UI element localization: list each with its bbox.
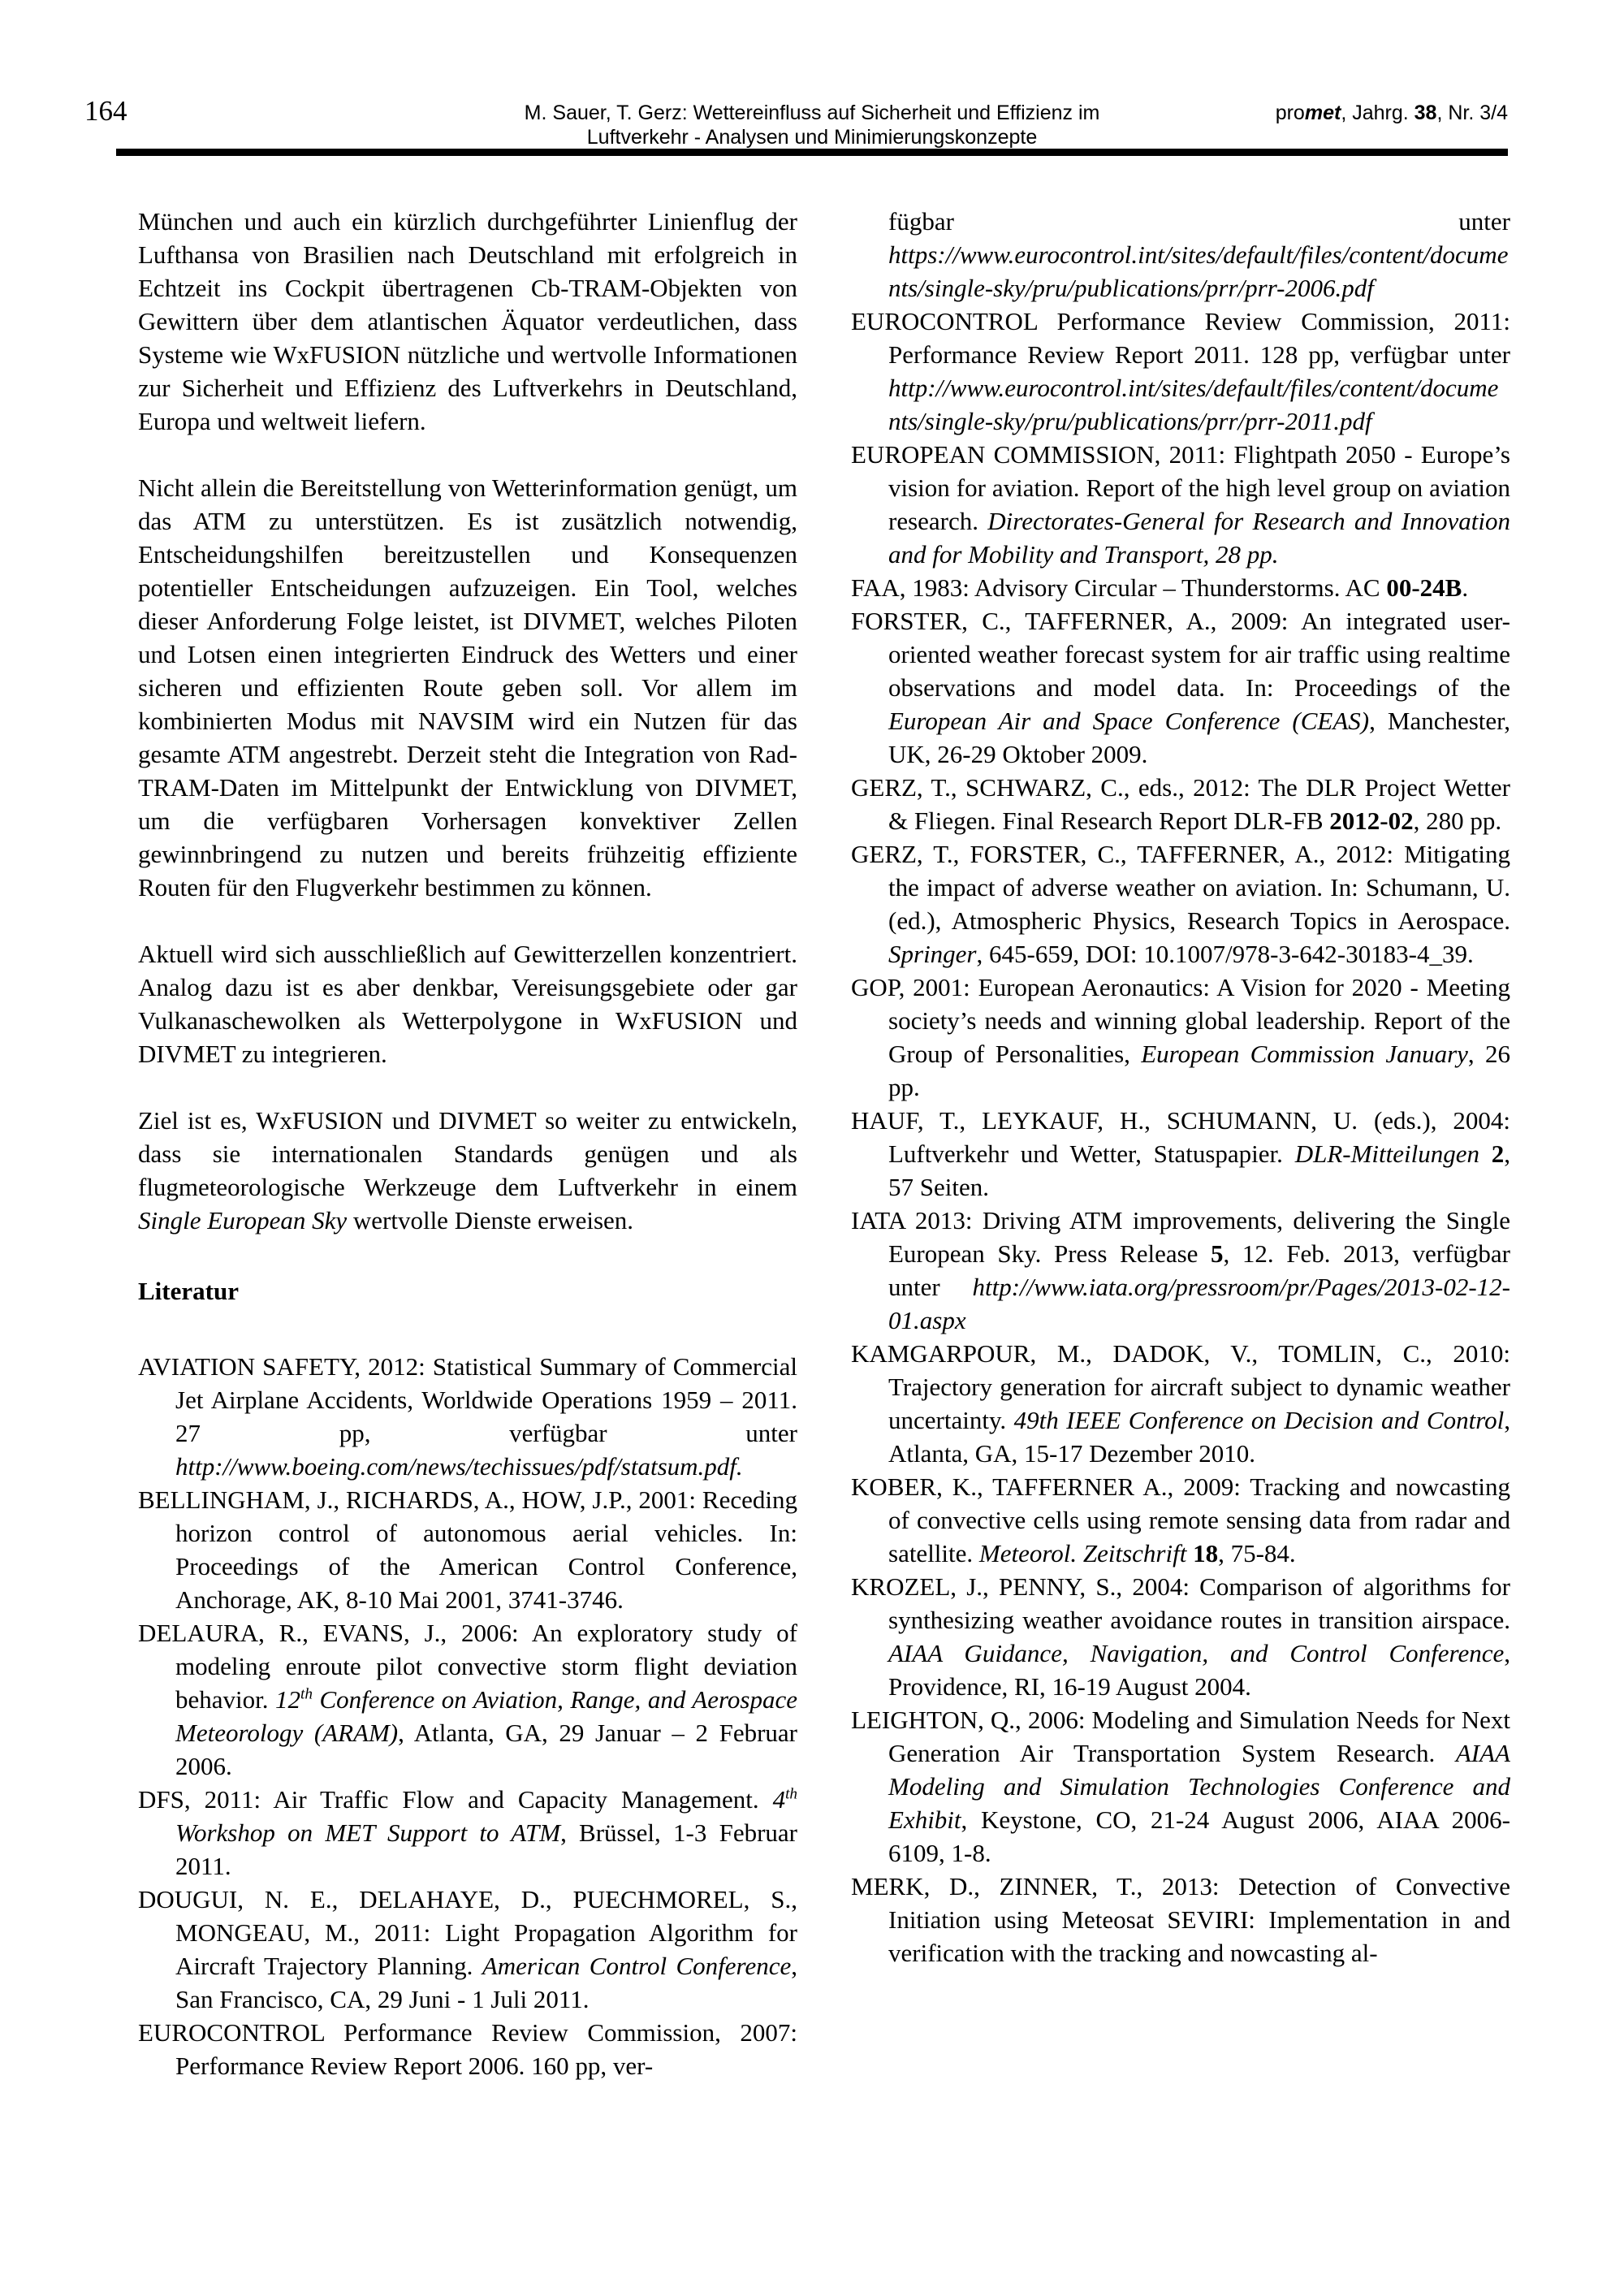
text-segment: KOBER, K., TAFFERNER A., 2009: Tracking and nowcasting of convective cells using remote sensing data from radar and satellite. bbox=[851, 1472, 1510, 1567]
text-segment: Nicht allein die Bereitstellung von Wetterinformation genügt, um das ATM zu unterstützen. Es ist zusätzlich notwendig, Entscheidungshilfen bereitzustellen und Konsequenzen potentieller Entscheidungen aufzuzeigen. Ein Tool, welches dieser Anforderung Folge leistet, ist DIVMET, welches Piloten und Lotsen einen integrierten Eindruck des Wetters und einer sicheren und effizienten Route geben soll. Vor allem im kombinierten Modus mit NAVSIM wird ein Nutzen für das gesamte ATM angestrebt. Derzeit steht die Integration von Rad-TRAM-Daten im Mittelpunkt der Entwicklung von DIVMET, um die verfügbaren Vorhersagen konvektiver Zellen gewinnbringend zu nutzen und bereits frühzeitig effiziente Routen für den Flugverkehr bestimmen zu können. bbox=[138, 473, 797, 902]
text-segment: FORSTER, C., TAFFERNER, A., 2009: An integrated user-oriented weather forecast system for air traffic using realtime observations and model data. In: Proceedings of the bbox=[851, 607, 1510, 702]
text-segment: American Control Conference bbox=[482, 1952, 792, 1980]
reference-item bbox=[138, 1483, 797, 1616]
text-segment: Conference on Aviation, Range, and Aerospace Meteorology (ARAM) bbox=[175, 1685, 797, 1747]
body-paragraph bbox=[138, 205, 797, 438]
text-segment: Directorates-General for Research and Innovation and for Mobility and Transport, 28 pp. bbox=[888, 507, 1510, 569]
text-segment: , 645-659, DOI: 10.1007/978-3-642-30183-4_39. bbox=[976, 940, 1474, 968]
body-paragraph bbox=[138, 471, 797, 904]
text-segment: http://www.boeing.com/news/techissues/pdf/statsum.pdf. bbox=[175, 1452, 743, 1481]
text-segment: GOP, 2001: European Aeronautics: A Vision for 2020 - Meeting society’s needs and winning global leadership. Report of the Group of Personalities, bbox=[851, 973, 1510, 1068]
text-segment: , Atlanta, GA, 15-17 Dezember 2010. bbox=[888, 1406, 1510, 1468]
reference-item bbox=[851, 971, 1510, 1104]
reference-item bbox=[851, 1870, 1510, 1970]
text-segment: EUROCONTROL Performance Review Commission, 2007: Performance Review Report 2006. 160 pp, ver- bbox=[138, 2018, 797, 2080]
reference-item bbox=[851, 1337, 1510, 1470]
reference-item bbox=[851, 1204, 1510, 1337]
text-segment: 38 bbox=[1414, 102, 1437, 124]
text-segment: fügbar unter bbox=[888, 207, 1510, 236]
reference-item bbox=[138, 2016, 797, 2082]
text-segment: 2012-02 bbox=[1329, 806, 1414, 835]
text-segment: 12 bbox=[275, 1685, 301, 1714]
text-segment: 00-24B bbox=[1386, 573, 1462, 602]
literatur-heading: Literatur bbox=[138, 1277, 239, 1305]
reference-item bbox=[851, 771, 1510, 837]
text-segment: 5 bbox=[1211, 1239, 1224, 1268]
text-segment: DELAURA, R., EVANS, J., 2006: An exploratory study of modeling enroute pilot convective storm flight deviation behavior. bbox=[138, 1619, 797, 1714]
text-segment: , Providence, RI, 16-19 August 2004. bbox=[888, 1639, 1510, 1701]
reference-item bbox=[851, 1470, 1510, 1570]
text-segment: AIAA Guidance, Navigation, and Control Conference bbox=[888, 1639, 1505, 1667]
reference-item bbox=[138, 1350, 797, 1483]
reference-list-right bbox=[851, 305, 1510, 1970]
journal-reference bbox=[1276, 101, 1508, 125]
text-segment: GERZ, T., FORSTER, C., TAFFERNER, A., 2012: Mitigating the impact of adverse weather on aviation. In: Schumann, U. (ed.), Atmospheric Physics, Research Topics in Aerospace. bbox=[851, 840, 1510, 935]
reference-item bbox=[851, 1570, 1510, 1703]
text-segment: , Brüssel, 1-3 Februar 2011. bbox=[175, 1818, 797, 1880]
reference-item bbox=[138, 1783, 797, 1883]
text-segment: GERZ, T., SCHWARZ, C., eds., 2012: The DLR Project Wetter & Fliegen. Final Research Report DLR-FB bbox=[851, 773, 1510, 835]
text-segment: , 26 pp. bbox=[888, 1040, 1511, 1101]
text-segment: , 12. Feb. 2013, verfügbar unter bbox=[888, 1239, 1510, 1301]
text-segment: , Jahrg. bbox=[1341, 102, 1415, 124]
text-segment: AIAA Modeling and Simulation Technologies Conference and Exhibit bbox=[888, 1739, 1510, 1834]
reference-item bbox=[851, 305, 1510, 438]
text-segment: European Air and Space Conference (CEAS) bbox=[888, 707, 1370, 735]
text-segment: DOUGUI, N. E., DELAHAYE, D., PUECHMOREL, S., MONGEAU, M., 2011: Light Propagation Algorithm for Aircraft Trajectory Planning. bbox=[138, 1885, 797, 1980]
reference-item bbox=[851, 571, 1510, 604]
reference-item bbox=[851, 837, 1510, 971]
text-segment: HAUF, T., LEYKAUF, H., SCHUMANN, U. (eds.), 2004: Luftverkehr und Wetter, Statuspapier. bbox=[851, 1106, 1510, 1168]
reference-item bbox=[851, 604, 1510, 771]
text-segment: , 280 pp. bbox=[1413, 806, 1502, 835]
intro-paragraphs bbox=[138, 205, 797, 1237]
text-segment: wertvolle Dienste erweisen. bbox=[347, 1206, 634, 1234]
text-segment: th bbox=[785, 1785, 797, 1803]
reference-item bbox=[851, 1703, 1510, 1870]
reference-item bbox=[138, 1616, 797, 1783]
text-segment: MERK, D., ZINNER, T., 2013: Detection of Convective Initiation using Meteosat SEVIRI: Implementation in and verification with the tracking and nowcasting al- bbox=[851, 1872, 1510, 1967]
text-segment: , Manchester, UK, 26-29 Oktober 2009. bbox=[888, 707, 1510, 768]
body-paragraph bbox=[138, 937, 797, 1070]
text-segment: , 57 Seiten. bbox=[888, 1139, 1510, 1201]
body-paragraph bbox=[138, 1104, 797, 1237]
text-segment: , 75-84. bbox=[1218, 1539, 1296, 1567]
text-segment: Single European Sky bbox=[138, 1206, 348, 1234]
text-segment: http://www.eurocontrol.int/sites/default/files/content/documents/single-sky/pru/publications/prr/prr-2011.pdf bbox=[888, 374, 1499, 435]
running-title-line2: Luftverkehr - Analysen und Minimierungskonzepte bbox=[586, 126, 1038, 149]
text-segment: http://www.iata.org/pressroom/pr/Pages/2013-02-12-01.aspx bbox=[888, 1273, 1510, 1334]
text-segment: KAMGARPOUR, M., DADOK, V., TOMLIN, C., 2010: Trajectory generation for aircraft subject to dynamic weather uncertainty. bbox=[851, 1339, 1510, 1434]
text-segment: . bbox=[1462, 573, 1469, 602]
text-segment: DLR-Mitteilungen bbox=[1294, 1139, 1479, 1168]
text-segment: 49th IEEE Conference on Decision and Control bbox=[1013, 1406, 1505, 1434]
text-segment: Workshop on MET Support to ATM bbox=[175, 1818, 561, 1847]
text-segment: 2 bbox=[1491, 1139, 1505, 1168]
right-column bbox=[851, 205, 1510, 2082]
text-segment: th bbox=[300, 1685, 313, 1703]
text-segment: met bbox=[1304, 102, 1341, 124]
text-segment: European Commission January bbox=[1141, 1040, 1468, 1068]
text-segment: IATA 2013: Driving ATM improvements, delivering the Single European Sky. Press Release bbox=[851, 1206, 1510, 1268]
text-segment: KROZEL, J., PENNY, S., 2004: Comparison of algorithms for synthesizing weather avoidance routes in transition airspace. bbox=[851, 1572, 1510, 1634]
text-segment: Ziel ist es, WxFUSION und DIVMET so weiter zu entwickeln, dass sie internationalen Standards genügen und als flugmeteorologische Werkzeuge dem Luftverkehr in einem bbox=[138, 1106, 797, 1201]
reference-item bbox=[138, 1883, 797, 2016]
text-segment: FAA, 1983: Advisory Circular – Thunderstorms. AC bbox=[851, 573, 1387, 602]
reference-list-left bbox=[138, 1350, 797, 2082]
text-segment: , Keystone, CO, 21-24 August 2006, AIAA 2006-6109, 1-8. bbox=[888, 1805, 1510, 1867]
text-segment: 18 bbox=[1193, 1539, 1219, 1567]
text-segment: Aktuell wird sich ausschließlich auf Gewitterzellen konzentriert. Analog dazu ist es aber denkbar, Vereisungsgebiete oder gar Vulkanaschewolken als Wetterpolygone in WxFUSION und DIVMET zu integrieren. bbox=[138, 940, 797, 1068]
text-segment: Meteorol. Zeitschrift bbox=[978, 1539, 1187, 1567]
text-segment: EUROCONTROL Performance Review Commission, 2011: Performance Review Report 2011. 128 pp, verfügbar unter bbox=[851, 307, 1510, 369]
text-segment: BELLINGHAM, J., RICHARDS, A., HOW, J.P., 2001: Receding horizon control of autonomous aerial vehicles. In: Proceedings of the American Control Conference, Anchorage, AK, 8-10 Mai 2001, 3741-3746. bbox=[138, 1485, 797, 1614]
reference-continuation bbox=[851, 205, 1510, 305]
text-segment: , Nr. 3/4 bbox=[1436, 102, 1508, 124]
header-rule bbox=[116, 149, 1508, 156]
text-segment: München und auch ein kürzlich durchgeführter Linienflug der Lufthansa von Brasilien nach Deutschland mit erfolgreich in Echtzeit ins Cockpit übertragenen Cb-TRAM-Objekten von Gewittern über dem atlantischen Äquator verdeutlichen, dass Systeme wie WxFUSION nützliche und wertvolle Informationen zur Sicherheit und Effizienz des Luftverkehrs in Deutschland, Europa und weltweit liefern. bbox=[138, 207, 797, 435]
text-segment bbox=[1479, 1139, 1492, 1168]
reference-item bbox=[851, 1104, 1510, 1204]
text-segment: AVIATION SAFETY, 2012: Statistical Summary of Commercial Jet Airplane Accidents, Worldwide Operations 1959 – 2011. 27 pp, verfügbar unter bbox=[138, 1352, 797, 1447]
text-segment: EUROPEAN COMMISSION, 2011: Flightpath 2050 - Europe’s vision for aviation. Report of the high level group on aviation research. bbox=[851, 440, 1510, 535]
text-segment: , Atlanta, GA, 29 Januar – 2 Februar 2006. bbox=[175, 1719, 797, 1780]
text-segment: pro bbox=[1275, 102, 1305, 124]
text-segment: LEIGHTON, Q., 2006: Modeling and Simulation Needs for Next Generation Air Transportation System Research. bbox=[851, 1706, 1510, 1767]
running-title bbox=[244, 101, 1380, 149]
reference-item bbox=[851, 438, 1510, 571]
text-segment: , San Francisco, CA, 29 Juni - 1 Juli 2011. bbox=[175, 1952, 797, 2013]
text-segment bbox=[1186, 1539, 1193, 1567]
text-segment: Springer bbox=[888, 940, 977, 968]
text-segment: https://www.eurocontrol.int/sites/default/files/content/documents/single-sky/pru/publications/prr/prr-2006.pdf bbox=[888, 240, 1509, 302]
text-segment: DFS, 2011: Air Traffic Flow and Capacity Management. bbox=[138, 1785, 773, 1814]
page-body bbox=[138, 205, 1510, 2082]
text-segment: 4 bbox=[772, 1785, 786, 1814]
page-number: 164 bbox=[84, 95, 127, 127]
running-title-line1: M. Sauer, T. Gerz: Wettereinfluss auf Sicherheit und Effizienz im bbox=[524, 102, 1100, 124]
left-column bbox=[138, 205, 797, 2082]
